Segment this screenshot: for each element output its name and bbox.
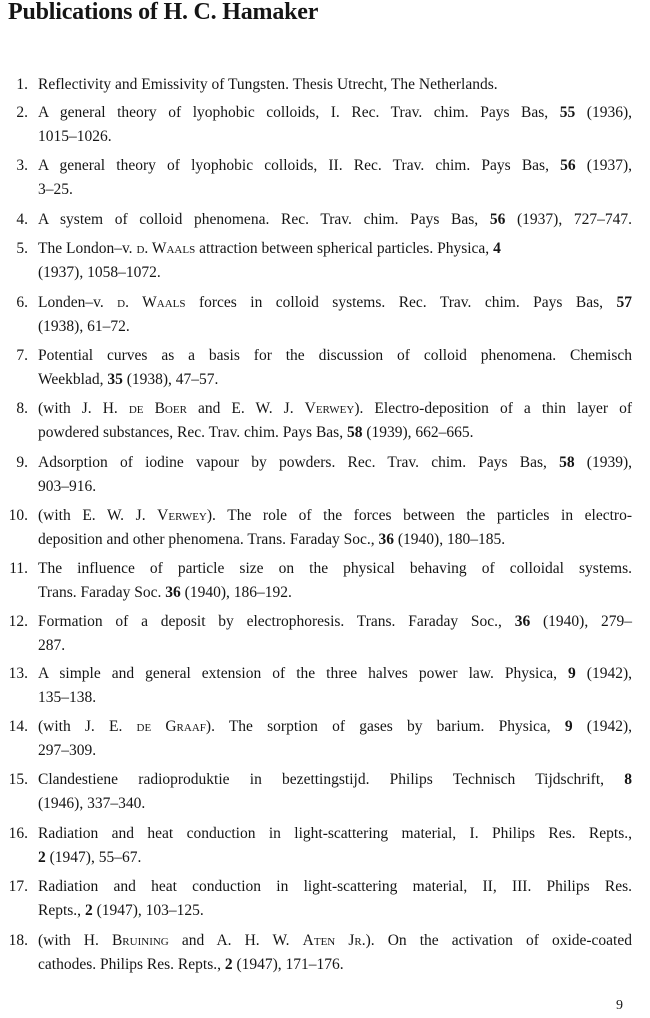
entry-number: 15. xyxy=(8,771,28,788)
citation-text: The London–v. xyxy=(38,240,137,257)
citation-text: (1940), 186–192. xyxy=(180,584,292,601)
author-name: d. Waals xyxy=(117,294,186,311)
volume-number: 8 xyxy=(624,771,632,788)
entry-number: 7. xyxy=(16,347,28,364)
author-name: d. Waals xyxy=(136,240,196,257)
entry-number: 10. xyxy=(8,507,28,524)
citation-text: A general theory of lyophobic colloids, II. Rec. Trav. chim. Pays Bas, xyxy=(38,157,561,174)
entry-line xyxy=(38,101,632,124)
volume-number: 55 xyxy=(559,104,576,121)
publication-entry xyxy=(0,451,650,499)
entry-line xyxy=(38,686,632,709)
citation-text: and E. W. J. xyxy=(186,400,305,417)
citation-text: Weekblad, xyxy=(38,371,108,388)
entry-line xyxy=(38,715,632,738)
entry-line xyxy=(38,846,632,869)
entry-number: 16. xyxy=(8,825,28,842)
citation-text: 903–916. xyxy=(38,478,97,495)
citation-text: (1942), xyxy=(575,665,633,682)
author-name: Verwey xyxy=(304,400,355,417)
citation-text: Reflectivity and Emissivity of Tungsten. Thesis Utrecht, The Netherlands. xyxy=(38,76,498,93)
citation-text: A general theory of lyophobic colloids, I. Rec. Trav. chim. Pays Bas, xyxy=(38,104,560,121)
entry-number: 18. xyxy=(8,932,28,949)
citation-text: attraction between spherical particles. Physica, xyxy=(195,240,494,257)
publication-entry xyxy=(0,610,650,658)
entry-line xyxy=(38,822,632,845)
citation-text: (1947), 171–176. xyxy=(232,956,344,973)
entry-line xyxy=(38,237,632,260)
citation-text: ). On the activation of oxide-coated xyxy=(365,932,632,949)
publication-entry xyxy=(0,662,650,710)
entry-line xyxy=(38,315,632,338)
page-number: 9 xyxy=(616,998,623,1013)
author-name: de Boer xyxy=(128,400,187,417)
publication-entry xyxy=(0,344,650,392)
citation-text: (with E. W. J. xyxy=(38,507,158,524)
citation-text: Formation of a deposit by electrophoresis. Trans. Faraday Soc., xyxy=(38,613,515,630)
citation-text: A system of colloid phenomena. Rec. Trav. chim. Pays Bas, xyxy=(38,211,490,228)
citation-text: 297–309. xyxy=(38,742,97,759)
volume-number: 9 xyxy=(568,665,576,682)
entry-line xyxy=(38,953,632,976)
entry-line xyxy=(38,208,632,231)
entry-line xyxy=(38,344,632,367)
citation-text: (1940), 180–185. xyxy=(394,531,506,548)
publication-entry xyxy=(0,768,650,816)
entry-number: 11. xyxy=(9,560,28,577)
author-name: Aten Jr. xyxy=(302,932,366,949)
citation-text: (1937), 1058–1072. xyxy=(38,264,161,281)
entry-line xyxy=(38,875,632,898)
citation-text: powdered substances, Rec. Trav. chim. Pays Bas, xyxy=(38,424,347,441)
entry-line xyxy=(38,504,632,527)
citation-text: Repts., xyxy=(38,902,85,919)
entry-line xyxy=(38,178,632,201)
entry-line xyxy=(38,634,632,657)
citation-text: (with J. H. xyxy=(38,400,129,417)
entry-number: 17. xyxy=(8,878,28,895)
publication-entry xyxy=(0,397,650,445)
entry-number: 2. xyxy=(16,104,28,121)
citation-text: 3–25. xyxy=(38,181,73,198)
volume-number: 36 xyxy=(514,613,531,630)
citation-text: Potential curves as a basis for the discussion of colloid phenomena. Chemisch xyxy=(38,347,632,364)
citation-text: (with H. xyxy=(38,932,112,949)
citation-text: (1946), 337–340. xyxy=(38,795,146,812)
publication-entry xyxy=(0,73,650,97)
author-name: de Graaf xyxy=(136,718,206,735)
citation-text: (1940), 279– xyxy=(530,613,632,630)
citation-text: ). The sorption of gases by barium. Physica, xyxy=(205,718,565,735)
entry-line xyxy=(38,768,632,791)
citation-text: Adsorption of iodine vapour by powders. Rec. Trav. chim. Pays Bas, xyxy=(38,454,560,471)
citation-text: 1015–1026. xyxy=(38,128,112,145)
entry-number: 3. xyxy=(16,157,28,174)
entry-line xyxy=(38,451,632,474)
citation-text: cathodes. Philips Res. Repts., xyxy=(38,956,225,973)
entry-line xyxy=(38,899,632,922)
citation-text: deposition and other phenomena. Trans. Faraday Soc., xyxy=(38,531,379,548)
entry-line xyxy=(38,557,632,580)
citation-text: A simple and general extension of the three halves power law. Physica, xyxy=(38,665,569,682)
entry-line xyxy=(38,475,632,498)
publication-entry xyxy=(0,154,650,202)
entry-number: 6. xyxy=(16,294,28,311)
citation-text: 135–138. xyxy=(38,689,97,706)
volume-number: 56 xyxy=(489,211,506,228)
citation-text: (1938), 61–72. xyxy=(38,318,130,335)
citation-text: (1937), 727–747. xyxy=(505,211,632,228)
citation-text: and A. H. W. xyxy=(168,932,303,949)
publication-entry xyxy=(0,929,650,977)
entry-line xyxy=(38,739,632,762)
citation-text: 287. xyxy=(38,637,66,654)
entry-line xyxy=(38,581,632,604)
citation-text: ). The role of the forces between the particles in electro- xyxy=(206,507,632,524)
citation-text: Radiation and heat conduction in light-scattering material, I. Philips Res. Repts., xyxy=(38,825,632,842)
volume-number: 2 xyxy=(38,849,46,866)
entry-line xyxy=(38,125,632,148)
volume-number: 9 xyxy=(564,718,573,735)
entry-number: 14. xyxy=(8,718,28,735)
citation-text: (1947), 103–125. xyxy=(92,902,204,919)
citation-text: Clandestiene radioproduktie in bezettingstijd. Philips Technisch Tijdschrift, xyxy=(38,771,625,788)
entry-line xyxy=(38,792,632,815)
entry-line xyxy=(38,73,632,96)
citation-text: (1937), xyxy=(575,157,633,174)
entry-line xyxy=(38,610,632,633)
publication-entry xyxy=(0,715,650,763)
publication-entry xyxy=(0,101,650,149)
entry-number: 13. xyxy=(8,665,28,682)
entry-number: 5. xyxy=(16,240,28,257)
citation-text: (1947), 55–67. xyxy=(45,849,142,866)
author-name: Verwey xyxy=(157,507,207,524)
publication-entry xyxy=(0,208,650,232)
publication-entry xyxy=(0,557,650,605)
page-title: Publications of H. C. Hamaker xyxy=(8,0,319,25)
volume-number: 36 xyxy=(165,584,181,601)
entry-line xyxy=(38,929,632,952)
entry-line xyxy=(38,368,632,391)
citation-text: forces in colloid systems. Rec. Trav. chim. Pays Bas, xyxy=(185,294,617,311)
citation-text: (1938), 47–57. xyxy=(122,371,219,388)
citation-text: ). Electro-deposition of a thin layer of xyxy=(354,400,632,417)
entry-number: 12. xyxy=(8,613,28,630)
entry-line xyxy=(38,291,632,314)
citation-text: Londen–v. xyxy=(38,294,118,311)
volume-number: 56 xyxy=(560,157,576,174)
volume-number: 35 xyxy=(107,371,123,388)
entry-number: 4. xyxy=(16,211,28,228)
author-name: Bruining xyxy=(111,932,169,949)
entry-line xyxy=(38,528,632,551)
entry-number: 1. xyxy=(16,76,28,93)
citation-text: The influence of particle size on the physical behaving of colloidal systems. xyxy=(38,560,632,577)
entry-number: 9. xyxy=(16,454,28,471)
citation-text: (1936), xyxy=(575,104,632,121)
volume-number: 2 xyxy=(224,956,233,973)
publication-entry xyxy=(0,504,650,552)
publication-entry xyxy=(0,875,650,923)
citation-text: (with J. E. xyxy=(38,718,137,735)
volume-number: 36 xyxy=(378,531,395,548)
entry-line xyxy=(38,662,632,685)
publication-entry xyxy=(0,822,650,870)
entry-number: 8. xyxy=(16,400,28,417)
entry-line xyxy=(38,261,632,284)
volume-number: 58 xyxy=(346,424,363,441)
volume-number: 57 xyxy=(616,294,632,311)
publication-entry xyxy=(0,291,650,339)
publication-entry xyxy=(0,237,650,285)
entry-line xyxy=(38,397,632,420)
citation-text: Trans. Faraday Soc. xyxy=(38,584,166,601)
volume-number: 2 xyxy=(84,902,93,919)
volume-number: 4 xyxy=(493,240,501,257)
volume-number: 58 xyxy=(559,454,575,471)
citation-text: Radiation and heat conduction in light-scattering material, II, III. Philips Res. xyxy=(38,878,632,895)
citation-text: (1939), 662–665. xyxy=(362,424,474,441)
entry-line xyxy=(38,421,632,444)
entry-line xyxy=(38,154,632,177)
citation-text: (1939), xyxy=(574,454,632,471)
citation-text: (1942), xyxy=(572,718,633,735)
